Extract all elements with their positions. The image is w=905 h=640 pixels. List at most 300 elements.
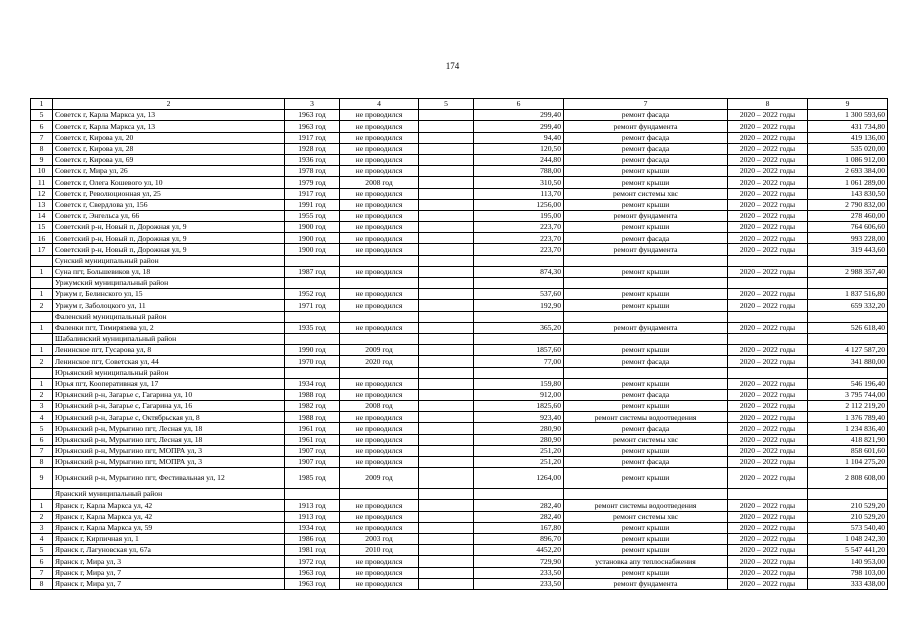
header-cell: 7 <box>564 99 728 110</box>
table-row <box>31 500 888 511</box>
table-row <box>31 266 888 277</box>
work-type-cell: ремонт системы хвс <box>564 188 728 199</box>
work-type-cell: ремонт фасада <box>564 132 728 143</box>
empty-cell <box>419 143 474 154</box>
section-empty-cell <box>728 489 808 500</box>
header-cell: 8 <box>728 99 808 110</box>
period-cell: 2020 – 2022 годы <box>728 511 808 522</box>
row-number-cell: 2 <box>31 389 53 400</box>
row-number-cell: 7 <box>31 132 53 143</box>
empty-cell <box>419 412 474 423</box>
area-cell: 729,90 <box>474 556 564 567</box>
table-row <box>31 423 888 434</box>
last-repair-cell: не проводился <box>340 166 419 177</box>
address-cell: Советск г, Олега Кошевого ул, 10 <box>53 177 285 188</box>
last-repair-cell: не проводился <box>340 289 419 300</box>
area-cell: 788,00 <box>474 166 564 177</box>
build-year-cell: 1978 год <box>285 166 340 177</box>
table-row <box>31 222 888 233</box>
address-cell: Ленинское пгт, Советская ул, 44 <box>53 356 285 367</box>
section-row <box>31 255 888 266</box>
cost-cell: 2 808 608,00 <box>808 468 888 489</box>
period-cell: 2020 – 2022 годы <box>728 401 808 412</box>
table-row <box>31 389 888 400</box>
empty-cell <box>419 222 474 233</box>
area-cell: 874,30 <box>474 266 564 277</box>
cost-cell: 418 821,90 <box>808 434 888 445</box>
empty-cell <box>419 188 474 199</box>
work-type-cell: ремонт системы водоотведения <box>564 412 728 423</box>
section-empty-cell <box>808 255 888 266</box>
empty-cell <box>419 434 474 445</box>
build-year-cell: 1988 год <box>285 389 340 400</box>
cost-cell: 210 529,20 <box>808 500 888 511</box>
section-empty-cell <box>340 278 419 289</box>
table-row <box>31 210 888 221</box>
row-number-cell: 2 <box>31 300 53 311</box>
section-empty-cell <box>340 367 419 378</box>
period-cell: 2020 – 2022 годы <box>728 177 808 188</box>
header-cell: 1 <box>31 99 53 110</box>
page-number: 174 <box>445 61 460 71</box>
cost-cell: 764 606,60 <box>808 222 888 233</box>
address-cell: Советск г, Революционная ул, 25 <box>53 188 285 199</box>
table-row <box>31 522 888 533</box>
cost-cell: 431 734,80 <box>808 121 888 132</box>
address-cell: Советск г, Карла Маркса ул, 13 <box>53 121 285 132</box>
address-cell: Яранск г, Карла Маркса ул, 42 <box>53 511 285 522</box>
last-repair-cell: не проводился <box>340 434 419 445</box>
work-type-cell: ремонт фасада <box>564 457 728 468</box>
empty-cell <box>419 322 474 333</box>
empty-cell <box>419 356 474 367</box>
last-repair-cell: 2020 год <box>340 356 419 367</box>
table-row <box>31 468 888 489</box>
table-row <box>31 578 888 589</box>
address-cell: Советск г, Свердлова ул, 156 <box>53 199 285 210</box>
row-number-cell: 11 <box>31 177 53 188</box>
work-type-cell: ремонт крыши <box>564 177 728 188</box>
address-cell: Советск г, Кирова ул, 20 <box>53 132 285 143</box>
area-cell: 94,40 <box>474 132 564 143</box>
table-row <box>31 154 888 165</box>
build-year-cell: 1963 год <box>285 110 340 121</box>
period-cell: 2020 – 2022 годы <box>728 199 808 210</box>
section-empty-cell <box>419 255 474 266</box>
section-empty-cell <box>474 255 564 266</box>
work-type-cell: ремонт фасада <box>564 154 728 165</box>
build-year-cell: 1986 год <box>285 533 340 544</box>
last-repair-cell: не проводился <box>340 188 419 199</box>
work-type-cell: ремонт крыши <box>564 468 728 489</box>
build-year-cell: 1900 год <box>285 222 340 233</box>
address-cell: Яранск г, Мира ул, 7 <box>53 567 285 578</box>
build-year-cell: 1963 год <box>285 567 340 578</box>
section-empty-cell <box>728 311 808 322</box>
capital-repair-table <box>30 98 888 590</box>
section-row <box>31 489 888 500</box>
last-repair-cell: не проводился <box>340 210 419 221</box>
row-number-cell: 17 <box>31 244 53 255</box>
area-cell: 195,00 <box>474 210 564 221</box>
table-row <box>31 121 888 132</box>
period-cell: 2020 – 2022 годы <box>728 166 808 177</box>
period-cell: 2020 – 2022 годы <box>728 266 808 277</box>
last-repair-cell: не проводился <box>340 154 419 165</box>
build-year-cell: 1934 год <box>285 378 340 389</box>
row-number-cell: 5 <box>31 545 53 556</box>
section-empty-cell <box>564 255 728 266</box>
period-cell: 2020 – 2022 годы <box>728 545 808 556</box>
area-cell: 537,60 <box>474 289 564 300</box>
work-type-cell: ремонт фасада <box>564 423 728 434</box>
work-type-cell: ремонт крыши <box>564 199 728 210</box>
cost-cell: 140 953,00 <box>808 556 888 567</box>
last-repair-cell: 2008 год <box>340 177 419 188</box>
address-cell: Советск г, Энгельса ул, 66 <box>53 210 285 221</box>
header-cell: 9 <box>808 99 888 110</box>
area-cell: 159,80 <box>474 378 564 389</box>
cost-cell: 4 127 587,20 <box>808 345 888 356</box>
cost-cell: 5 547 441,20 <box>808 545 888 556</box>
row-number-cell: 3 <box>31 401 53 412</box>
period-cell: 2020 – 2022 годы <box>728 567 808 578</box>
empty-cell <box>419 567 474 578</box>
build-year-cell: 1979 год <box>285 177 340 188</box>
work-type-cell: ремонт крыши <box>564 266 728 277</box>
empty-cell <box>419 121 474 132</box>
empty-cell <box>419 177 474 188</box>
table-row <box>31 556 888 567</box>
section-empty-cell <box>728 278 808 289</box>
section-row <box>31 333 888 344</box>
row-number-cell: 1 <box>31 500 53 511</box>
area-cell: 1256,00 <box>474 199 564 210</box>
cost-cell: 573 540,40 <box>808 522 888 533</box>
empty-cell <box>419 378 474 389</box>
header-cell: 5 <box>419 99 474 110</box>
cost-cell: 319 443,60 <box>808 244 888 255</box>
row-number-cell: 4 <box>31 533 53 544</box>
build-year-cell: 1963 год <box>285 121 340 132</box>
last-repair-cell: не проводился <box>340 199 419 210</box>
period-cell: 2020 – 2022 годы <box>728 423 808 434</box>
row-number-cell: 16 <box>31 233 53 244</box>
last-repair-cell: не проводился <box>340 567 419 578</box>
table-row <box>31 233 888 244</box>
area-cell: 280,90 <box>474 423 564 434</box>
section-empty-cell <box>564 489 728 500</box>
section-empty-cell <box>808 489 888 500</box>
row-number-cell: 12 <box>31 188 53 199</box>
last-repair-cell: не проводился <box>340 121 419 132</box>
build-year-cell: 1900 год <box>285 244 340 255</box>
table-row <box>31 322 888 333</box>
section-title: Шабалинский муниципальный район <box>53 333 285 344</box>
address-cell: Уржум г, Заболоцкого ул, 11 <box>53 300 285 311</box>
build-year-cell: 1913 год <box>285 500 340 511</box>
section-title: Уржумский муниципальный район <box>53 278 285 289</box>
empty-cell <box>419 166 474 177</box>
build-year-cell: 1955 год <box>285 210 340 221</box>
section-title: Юрьянский муниципальный район <box>53 367 285 378</box>
empty-cell <box>419 457 474 468</box>
table-row <box>31 289 888 300</box>
build-year-cell: 1928 год <box>285 143 340 154</box>
table-row <box>31 511 888 522</box>
last-repair-cell: не проводился <box>340 445 419 456</box>
empty-cell <box>419 468 474 489</box>
area-cell: 280,90 <box>474 434 564 445</box>
table-row <box>31 545 888 556</box>
address-cell: Советск г, Мира ул, 26 <box>53 166 285 177</box>
section-empty-cell <box>808 278 888 289</box>
period-cell: 2020 – 2022 годы <box>728 121 808 132</box>
cost-cell: 858 601,60 <box>808 445 888 456</box>
period-cell: 2020 – 2022 годы <box>728 389 808 400</box>
build-year-cell: 1963 год <box>285 578 340 589</box>
section-empty-cell <box>419 367 474 378</box>
area-cell: 167,80 <box>474 522 564 533</box>
build-year-cell: 1972 год <box>285 556 340 567</box>
section-number-cell <box>31 311 53 322</box>
row-number-cell: 1 <box>31 378 53 389</box>
row-number-cell: 6 <box>31 556 53 567</box>
row-number-cell: 1 <box>31 322 53 333</box>
period-cell: 2020 – 2022 годы <box>728 378 808 389</box>
cost-cell: 419 136,00 <box>808 132 888 143</box>
build-year-cell: 1907 год <box>285 445 340 456</box>
cost-cell: 546 196,40 <box>808 378 888 389</box>
last-repair-cell: не проводился <box>340 578 419 589</box>
work-type-cell: ремонт крыши <box>564 378 728 389</box>
empty-cell <box>419 266 474 277</box>
table-row <box>31 445 888 456</box>
last-repair-cell: не проводился <box>340 222 419 233</box>
last-repair-cell: не проводился <box>340 389 419 400</box>
area-cell: 223,70 <box>474 233 564 244</box>
area-cell: 923,40 <box>474 412 564 423</box>
section-title: Яранский муниципальный район <box>53 489 285 500</box>
row-number-cell: 1 <box>31 289 53 300</box>
address-cell: Советск г, Кирова ул, 28 <box>53 143 285 154</box>
row-number-cell: 13 <box>31 199 53 210</box>
section-number-cell <box>31 489 53 500</box>
section-number-cell <box>31 367 53 378</box>
cost-cell: 210 529,20 <box>808 511 888 522</box>
empty-cell <box>419 233 474 244</box>
address-cell: Юрьянский р-н, Мурыгино пгт, МОПРА ул, 3 <box>53 445 285 456</box>
row-number-cell: 3 <box>31 522 53 533</box>
build-year-cell: 1935 год <box>285 322 340 333</box>
section-empty-cell <box>285 489 340 500</box>
area-cell: 251,20 <box>474 445 564 456</box>
last-repair-cell: не проводился <box>340 266 419 277</box>
cost-cell: 1 234 836,40 <box>808 423 888 434</box>
work-type-cell: ремонт крыши <box>564 289 728 300</box>
empty-cell <box>419 345 474 356</box>
empty-cell <box>419 289 474 300</box>
table-row <box>31 199 888 210</box>
row-number-cell: 6 <box>31 434 53 445</box>
section-empty-cell <box>340 311 419 322</box>
section-empty-cell <box>285 367 340 378</box>
row-number-cell: 14 <box>31 210 53 221</box>
build-year-cell: 1900 год <box>285 233 340 244</box>
work-type-cell: установка апу теплоснабжения <box>564 556 728 567</box>
row-number-cell: 7 <box>31 445 53 456</box>
row-number-cell: 6 <box>31 121 53 132</box>
cost-cell: 2 693 384,00 <box>808 166 888 177</box>
table-row <box>31 533 888 544</box>
last-repair-cell: 2008 год <box>340 401 419 412</box>
row-number-cell: 7 <box>31 567 53 578</box>
header-cell: 2 <box>53 99 285 110</box>
cost-cell: 2 988 357,40 <box>808 266 888 277</box>
table-row <box>31 188 888 199</box>
section-empty-cell <box>419 311 474 322</box>
period-cell: 2020 – 2022 годы <box>728 300 808 311</box>
area-cell: 223,70 <box>474 222 564 233</box>
cost-cell: 341 880,00 <box>808 356 888 367</box>
row-number-cell: 8 <box>31 457 53 468</box>
last-repair-cell: не проводился <box>340 233 419 244</box>
table-row <box>31 567 888 578</box>
section-empty-cell <box>474 311 564 322</box>
period-cell: 2020 – 2022 годы <box>728 210 808 221</box>
section-empty-cell <box>340 255 419 266</box>
empty-cell <box>419 545 474 556</box>
cost-cell: 1 300 593,60 <box>808 110 888 121</box>
work-type-cell: ремонт фундамента <box>564 578 728 589</box>
address-cell: Советск г, Кирова ул, 69 <box>53 154 285 165</box>
address-cell: Юрья пгт, Кооперативная ул, 17 <box>53 378 285 389</box>
last-repair-cell: не проводился <box>340 522 419 533</box>
work-type-cell: ремонт крыши <box>564 545 728 556</box>
row-number-cell: 1 <box>31 345 53 356</box>
row-number-cell: 8 <box>31 578 53 589</box>
section-empty-cell <box>340 489 419 500</box>
row-number-cell: 4 <box>31 412 53 423</box>
cost-cell: 1 048 242,30 <box>808 533 888 544</box>
address-cell: Юрьянский р-н, Мурыгино пгт, Фестивальная ул, 12 <box>53 468 285 489</box>
last-repair-cell: не проводился <box>340 322 419 333</box>
address-cell: Фаленки пгт, Тимирязева ул, 2 <box>53 322 285 333</box>
work-type-cell: ремонт фасада <box>564 110 728 121</box>
cost-cell: 1 104 275,20 <box>808 457 888 468</box>
period-cell: 2020 – 2022 годы <box>728 222 808 233</box>
area-cell: 233,50 <box>474 578 564 589</box>
empty-cell <box>419 199 474 210</box>
table-row <box>31 132 888 143</box>
last-repair-cell: не проводился <box>340 511 419 522</box>
area-cell: 233,50 <box>474 567 564 578</box>
table-row <box>31 244 888 255</box>
build-year-cell: 1917 год <box>285 188 340 199</box>
empty-cell <box>419 401 474 412</box>
empty-cell <box>419 210 474 221</box>
work-type-cell: ремонт фундамента <box>564 322 728 333</box>
period-cell: 2020 – 2022 годы <box>728 500 808 511</box>
address-cell: Яранск г, Мира ул, 7 <box>53 578 285 589</box>
address-cell: Яранск г, Карла Маркса ул, 42 <box>53 500 285 511</box>
area-cell: 223,70 <box>474 244 564 255</box>
area-cell: 244,80 <box>474 154 564 165</box>
cost-cell: 278 460,00 <box>808 210 888 221</box>
work-type-cell: ремонт фундамента <box>564 121 728 132</box>
section-empty-cell <box>285 333 340 344</box>
area-cell: 896,70 <box>474 533 564 544</box>
period-cell: 2020 – 2022 годы <box>728 457 808 468</box>
period-cell: 2020 – 2022 годы <box>728 345 808 356</box>
row-number-cell: 8 <box>31 143 53 154</box>
section-empty-cell <box>285 255 340 266</box>
row-number-cell: 10 <box>31 166 53 177</box>
build-year-cell: 1952 год <box>285 289 340 300</box>
address-cell: Яранск г, Карла Маркса ул, 59 <box>53 522 285 533</box>
work-type-cell: ремонт фундамента <box>564 244 728 255</box>
area-cell: 192,90 <box>474 300 564 311</box>
header-cell: 6 <box>474 99 564 110</box>
area-cell: 1264,00 <box>474 468 564 489</box>
section-empty-cell <box>564 311 728 322</box>
period-cell: 2020 – 2022 годы <box>728 132 808 143</box>
empty-cell <box>419 522 474 533</box>
row-number-cell: 5 <box>31 110 53 121</box>
last-repair-cell: не проводился <box>340 110 419 121</box>
period-cell: 2020 – 2022 годы <box>728 143 808 154</box>
row-number-cell: 2 <box>31 511 53 522</box>
row-number-cell: 9 <box>31 468 53 489</box>
section-empty-cell <box>340 333 419 344</box>
area-cell: 4452,20 <box>474 545 564 556</box>
section-empty-cell <box>728 333 808 344</box>
last-repair-cell: не проводился <box>340 412 419 423</box>
row-number-cell: 9 <box>31 154 53 165</box>
address-cell: Юрьянский р-н, Загарье с, Гагарина ул, 16 <box>53 401 285 412</box>
area-cell: 299,40 <box>474 121 564 132</box>
address-cell: Яранск г, Лагуновская ул, 67а <box>53 545 285 556</box>
period-cell: 2020 – 2022 годы <box>728 412 808 423</box>
empty-cell <box>419 423 474 434</box>
section-empty-cell <box>474 367 564 378</box>
address-cell: Юрьянский р-н, Загарье с, Октябрьская ул, 8 <box>53 412 285 423</box>
address-cell: Яранск г, Кирпичная ул, 1 <box>53 533 285 544</box>
area-cell: 1857,60 <box>474 345 564 356</box>
last-repair-cell: не проводился <box>340 378 419 389</box>
empty-cell <box>419 389 474 400</box>
section-number-cell <box>31 255 53 266</box>
build-year-cell: 1988 год <box>285 412 340 423</box>
build-year-cell: 1985 год <box>285 468 340 489</box>
period-cell: 2020 – 2022 годы <box>728 233 808 244</box>
address-cell: Ленинское пгт, Гусарова ул, 8 <box>53 345 285 356</box>
last-repair-cell: не проводился <box>340 457 419 468</box>
address-cell: Советский р-н, Новый п, Дорожная ул, 9 <box>53 244 285 255</box>
address-cell: Юрьянский р-н, Мурыгино пгт, Лесная ул, 18 <box>53 423 285 434</box>
header-cell: 3 <box>285 99 340 110</box>
area-cell: 1825,60 <box>474 401 564 412</box>
empty-cell <box>419 511 474 522</box>
cost-cell: 526 618,40 <box>808 322 888 333</box>
section-empty-cell <box>419 333 474 344</box>
period-cell: 2020 – 2022 годы <box>728 188 808 199</box>
build-year-cell: 1981 год <box>285 545 340 556</box>
table-row <box>31 356 888 367</box>
work-type-cell: ремонт крыши <box>564 166 728 177</box>
table-row <box>31 457 888 468</box>
section-empty-cell <box>474 333 564 344</box>
